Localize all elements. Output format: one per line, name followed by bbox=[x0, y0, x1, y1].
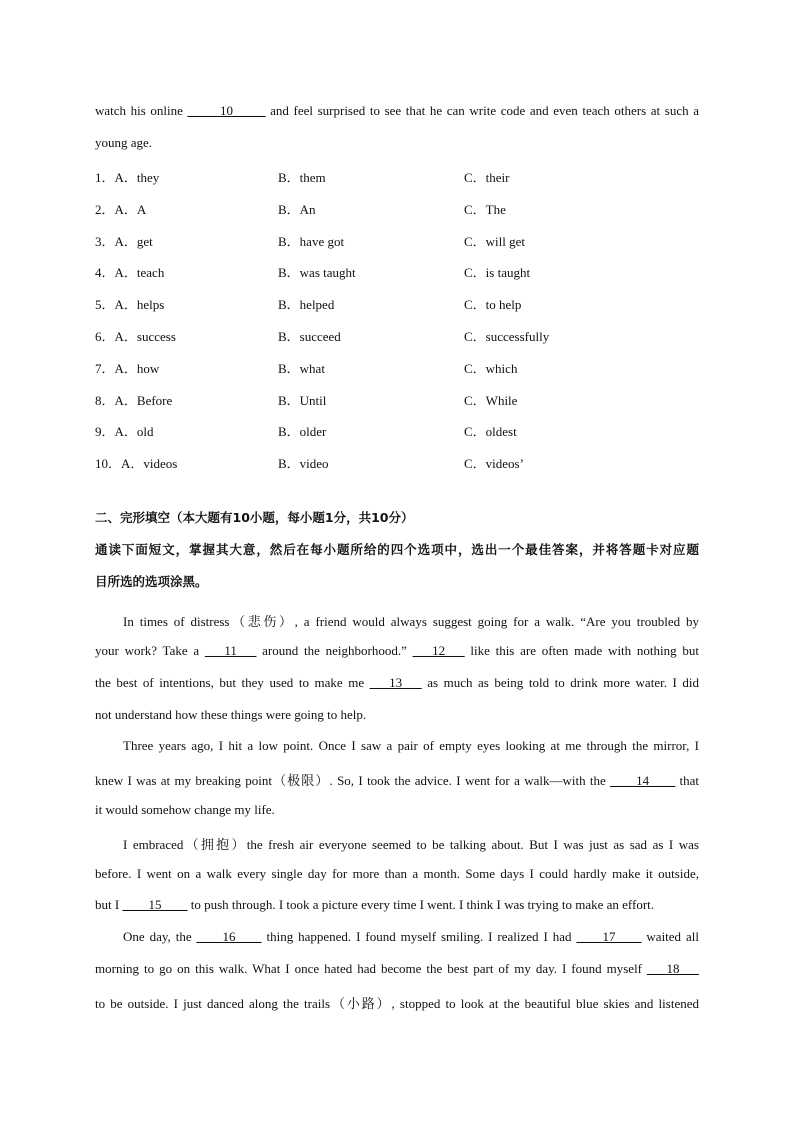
option-text: C．will get bbox=[464, 233, 526, 249]
option-b bbox=[278, 326, 341, 345]
option-number: 6． bbox=[95, 329, 115, 344]
option-c bbox=[464, 421, 517, 440]
text-line: In times of distress（悲伤）, a friend would always suggest going for a walk. “Are you troubled by bbox=[123, 614, 699, 629]
blank-11: ___11___ bbox=[204, 643, 257, 658]
option-number: 5． bbox=[95, 297, 115, 313]
option-row bbox=[95, 326, 699, 344]
option-row bbox=[95, 453, 699, 471]
option-number: 9． bbox=[95, 424, 115, 440]
option-text: B．what bbox=[278, 360, 325, 376]
option-text: A．videos bbox=[121, 456, 178, 472]
option-text: A．Before bbox=[114, 392, 173, 408]
option-b bbox=[278, 453, 329, 472]
option-c bbox=[464, 167, 510, 186]
option-row bbox=[95, 294, 699, 312]
option-text: A．teach bbox=[114, 265, 165, 281]
option-c bbox=[464, 390, 517, 409]
option-row bbox=[95, 390, 699, 408]
option-row bbox=[95, 231, 699, 249]
option-text: C．their bbox=[464, 170, 510, 185]
option-text: B．older bbox=[278, 424, 327, 440]
option-c bbox=[464, 231, 525, 250]
option-text: B．succeed bbox=[278, 329, 341, 344]
option-text: B．them bbox=[278, 170, 326, 185]
text-line: knew I was at my breaking point（极限）. So, I took the advice. I went for a walk—with the ____14____ that bbox=[95, 773, 699, 788]
text-line: not understand how these things were going to help. bbox=[95, 707, 367, 722]
option-c bbox=[464, 358, 517, 377]
text-line: morning to go on this walk. What I once hated had become the best part of my day. I found myself ___18___ bbox=[95, 961, 699, 976]
text-line: I embraced（拥抱）the fresh air everyone seemed to be talking about. But I was just as sad as I was bbox=[123, 837, 699, 852]
blank-14: ____14____ bbox=[610, 773, 676, 788]
option-text: B．helped bbox=[278, 297, 335, 313]
blank-10: _____10_____ bbox=[187, 103, 266, 118]
option-b bbox=[278, 294, 334, 313]
option-text: A．success bbox=[114, 329, 176, 344]
option-text: B．An bbox=[278, 201, 316, 217]
option-b bbox=[278, 262, 356, 281]
option-a bbox=[95, 358, 159, 377]
text-line: to be outside. I just danced along the trails（小路）, stopped to look at the beautiful blue skies and listened bbox=[95, 996, 699, 1011]
text-line: it would somehow change my life. bbox=[95, 802, 275, 817]
blank-16: ____16____ bbox=[196, 929, 262, 944]
option-text: A．old bbox=[114, 424, 154, 440]
option-b bbox=[278, 421, 326, 440]
blank-18: ___18___ bbox=[647, 961, 699, 976]
option-b bbox=[278, 358, 325, 377]
option-row bbox=[95, 358, 699, 376]
option-c bbox=[464, 453, 524, 472]
text-line: but I ____15____ to push through. I took a picture every time I went. I think I was trying to make an effort. bbox=[95, 897, 655, 912]
option-number: 2． bbox=[95, 201, 115, 217]
option-a bbox=[95, 421, 154, 440]
option-text: B．was taught bbox=[278, 265, 356, 281]
text-line: Three years ago, I hit a low point. Once I saw a pair of empty eyes looking at me through the mirror, I bbox=[123, 738, 699, 753]
option-number: 3． bbox=[95, 233, 115, 249]
option-c bbox=[464, 199, 506, 218]
text-line: before. I went on a walk every single day for more than a month. Some days I could hardly make it outside, bbox=[95, 866, 699, 881]
text-line: watch his online _____10_____ and feel surprised to see that he can write code and even teach others at such a bbox=[95, 103, 699, 118]
option-number: 1． bbox=[95, 170, 115, 185]
blank-12: ___12___ bbox=[412, 643, 465, 658]
option-text: C．successfully bbox=[464, 329, 550, 344]
option-number: 8． bbox=[95, 392, 115, 408]
option-text: C．videos’ bbox=[464, 456, 524, 472]
option-a bbox=[95, 390, 172, 409]
option-text: A．how bbox=[114, 360, 160, 376]
option-text: C．The bbox=[464, 201, 506, 217]
option-b bbox=[278, 231, 344, 250]
text-line: young age. bbox=[95, 135, 153, 150]
option-text: C．While bbox=[464, 392, 518, 408]
text-line: your work? Take a ___11___ around the neighborhood.” ___12___ like this are often made with nothing but bbox=[95, 643, 699, 658]
option-row bbox=[95, 167, 699, 185]
instruction-line: 目所选的选项涂黑。 bbox=[95, 574, 208, 589]
option-number: 4． bbox=[95, 265, 115, 281]
option-a bbox=[95, 262, 164, 281]
option-number: 7． bbox=[95, 360, 115, 376]
text-line: One day, the ____16____ thing happened. I found myself smiling. I realized I had ____17____ waited all bbox=[123, 929, 699, 944]
option-c bbox=[464, 294, 521, 313]
option-text: B．video bbox=[278, 456, 329, 472]
instruction-line: 通读下面短文，掌握其大意，然后在每小题所给的四个选项中，选出一个最佳答案，并将答题卡对应题 bbox=[95, 542, 699, 557]
option-text: C．to help bbox=[464, 297, 522, 313]
option-c bbox=[464, 326, 549, 345]
blank-13: ___13___ bbox=[369, 675, 422, 690]
option-row bbox=[95, 199, 699, 217]
option-text: A．they bbox=[114, 170, 160, 185]
blank-15: ____15____ bbox=[122, 897, 188, 912]
option-text: C．which bbox=[464, 360, 518, 376]
option-a bbox=[95, 326, 176, 345]
option-text: C．is taught bbox=[464, 265, 531, 281]
option-b bbox=[278, 167, 326, 186]
option-b bbox=[278, 390, 326, 409]
option-text: B．have got bbox=[278, 233, 345, 249]
section-heading: 二、完形填空（本大题有10小题，每小题1分，共10分） bbox=[95, 510, 414, 525]
option-text: B．Until bbox=[278, 392, 327, 408]
option-text: A．get bbox=[114, 233, 153, 249]
option-a bbox=[95, 199, 146, 218]
option-a bbox=[95, 167, 159, 186]
option-a bbox=[95, 294, 164, 313]
option-text: A．A bbox=[114, 201, 147, 217]
option-text: A．helps bbox=[114, 297, 165, 313]
option-number: 10． bbox=[95, 456, 122, 472]
option-b bbox=[278, 199, 316, 218]
option-row bbox=[95, 262, 699, 280]
text-line: the best of intentions, but they used to make me ___13___ as much as being told to drink more water. I did bbox=[95, 675, 699, 690]
option-text: C．oldest bbox=[464, 424, 517, 440]
option-a bbox=[95, 231, 153, 250]
blank-17: ____17____ bbox=[576, 929, 642, 944]
option-c bbox=[464, 262, 530, 281]
option-row bbox=[95, 421, 699, 439]
option-a bbox=[95, 453, 177, 472]
